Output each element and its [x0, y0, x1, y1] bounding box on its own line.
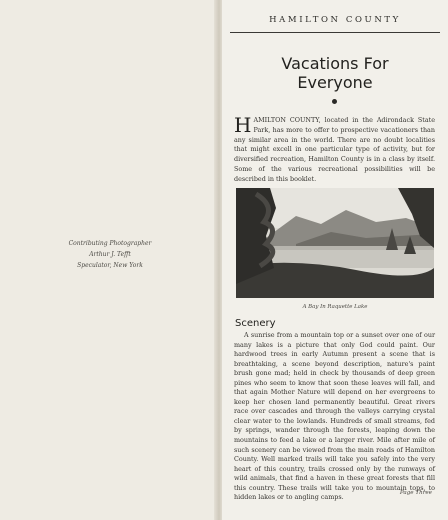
lake-photo-illustration — [236, 188, 434, 298]
running-header — [230, 8, 440, 33]
page-title — [230, 54, 440, 92]
scenery-paragraph: A sunrise from a mountain top or a sunset over one of our many lakes is a picture that only God could paint. Our hardwood trees in early Autumn present a scene that is breathtaking, a scene beyond description, nature's paint brush gone mad; held in check by thousands of deep green pines who seem to know that soon these leaves will fall, and that again Mother Nature will depend on her evergreens to keep her chosen land permanently beautiful. Great rivers race over cascades and through the valleys carrying crystal clear water to the lowlands. Hundreds of small streams, fed by springs, wander through the forests, leaping down the mountains to feed a lake or a larger river. Mile after mile of such scenery can be viewed from the main roads of Hamilton County. Well marked trails will take you safely into the very heart of this country, trails crossed only by the runways of wild animals, that find a haven in these great forests that fill this country. These trails will take you to mountain tops, to hidden lakes or to angling camps. — [234, 331, 435, 502]
page-number: Page Three — [399, 490, 432, 496]
section-heading-scenery: Scenery — [235, 318, 276, 329]
title-line-2: Everyone — [297, 73, 373, 92]
left-page — [0, 0, 216, 520]
title-line-1: Vacations For — [281, 54, 389, 73]
running-header-text: HAMILTON COUNTY — [269, 15, 401, 25]
intro-paragraph — [234, 113, 435, 184]
right-page — [222, 0, 448, 520]
photographer-credit — [30, 238, 190, 271]
credit-role: Contributing Photographer — [68, 240, 152, 247]
title-ornament-dot — [332, 99, 337, 104]
credit-location: Speculator, New York — [77, 262, 143, 269]
credit-name: Arthur J. Tefft — [89, 251, 131, 258]
lake-photo — [236, 188, 434, 298]
intro-text: AMILTON COUNTY, located in the Adirondack State Park, has more to offer to prospective vacationers than any similar area in the world. There are no doubt localities that might excell in one particular type of activity, but for diversified recreation, Hamilton County is in a class by itself. Some of the various recreational possibilities will be described in this booklet. — [234, 116, 435, 183]
photo-caption: A Bay In Raquette Lake — [302, 304, 368, 310]
drop-cap: H — [234, 113, 252, 137]
